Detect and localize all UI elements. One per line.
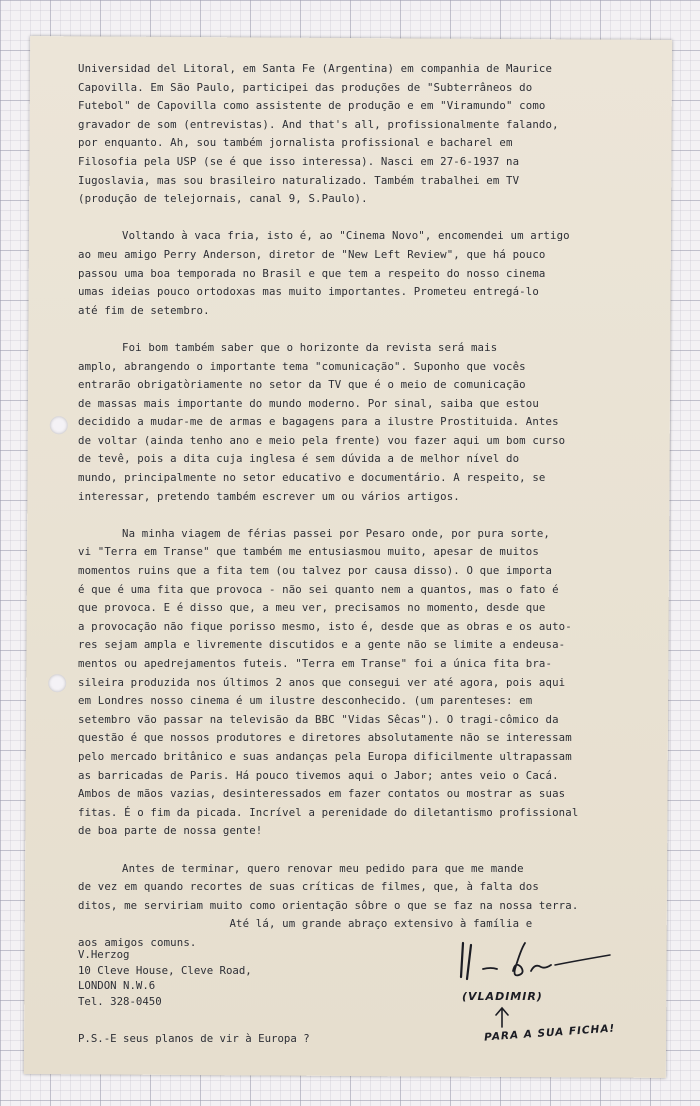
typed-line: (produção de telejornais, canal 9, S.Paulo). bbox=[78, 192, 368, 206]
typed-line: Capovilla. Em São Paulo, participei das produções de "Subterrâneos do bbox=[78, 80, 533, 94]
closing-line: Até lá, um grande abraço extensivo à família e bbox=[78, 917, 533, 931]
punch-hole bbox=[48, 674, 66, 692]
paragraph-gap bbox=[78, 209, 668, 228]
typed-line: fitas. É o fim da picada. Incrível a perenidade do diletantismo profissional bbox=[78, 805, 579, 819]
typed-line: por enquanto. Ah, sou também jornalista profissional e bacharel em bbox=[78, 136, 513, 150]
paragraph-gap bbox=[78, 320, 668, 339]
typed-line: Voltando à vaca fria, isto é, ao "Cinema Novo", encomendei um artigo bbox=[122, 229, 570, 243]
address-line: V.Herzog bbox=[78, 948, 130, 961]
typed-line: de massas mais importante do mundo moderno. Por sinal, saiba que estou bbox=[78, 396, 539, 410]
punch-hole bbox=[50, 416, 68, 434]
typed-line: em Londres nosso cinema é um ilustre desconhecido. (um parenteses: em bbox=[78, 694, 533, 708]
closing-line: aos amigos comuns. bbox=[78, 935, 197, 949]
address-block bbox=[78, 947, 252, 1009]
typed-line: decidido a mudar-me de armas e bagagens para a ilustre Prostituida. Antes bbox=[78, 415, 559, 429]
paragraph bbox=[78, 227, 668, 320]
typed-line: setembro vão passar na televisão da BBC "Vidas Sêcas"). O tragi-cômico da bbox=[78, 712, 559, 726]
paragraph bbox=[78, 339, 668, 506]
typed-line: pelo mercado britânico e suas andanças pela Europa dificilmente ultrapassam bbox=[78, 749, 572, 763]
typed-line: ao meu amigo Perry Anderson, diretor de "New Left Review", que há pouco bbox=[78, 247, 546, 261]
typed-line: Filosofia pela USP (se é que isso interessa). Nasci em 27-6-1937 na bbox=[78, 154, 520, 168]
typed-line: Antes de terminar, quero renovar meu pedido para que me mande bbox=[122, 861, 524, 875]
paragraph-gap bbox=[78, 841, 668, 860]
address-line: Tel. 328-0450 bbox=[78, 994, 162, 1008]
paragraph bbox=[78, 525, 668, 841]
typed-line: momentos ruins que a fita tem (ou talvez por causa disso). O que importa bbox=[78, 564, 553, 578]
typed-line: questão é que nossos produtores e diretores absolutamente não se interessam bbox=[78, 731, 572, 745]
typed-line: de tevê, pois a dita cuja inglesa é sem dúvida a de melhor nível do bbox=[78, 452, 520, 466]
typed-line: amplo, abrangendo o importante tema "comunicação". Suponho que vocês bbox=[78, 359, 526, 373]
typed-line: Futebol" de Capovilla como assistente de produção e em "Viramundo" como bbox=[78, 99, 546, 113]
handwritten-arrow-icon bbox=[492, 1006, 512, 1028]
typed-line: ditos, me serviriam muito como orientação sôbre o que se faz na nossa terra. bbox=[78, 898, 579, 912]
letter-body bbox=[78, 60, 668, 953]
handwritten-name: (VLADIMIR) bbox=[462, 990, 543, 1003]
typed-line: até fim de setembro. bbox=[78, 303, 210, 317]
typed-line: de vez em quando recortes de suas críticas de filmes, que, à falta dos bbox=[78, 880, 539, 894]
typed-line: de boa parte de nossa gente! bbox=[78, 824, 263, 838]
typed-line: passou uma boa temporada no Brasil e que tem a respeito do nosso cinema bbox=[78, 266, 546, 280]
typed-line: que provoca. E é disso que, a meu ver, precisamos no momento, desde que bbox=[78, 601, 546, 615]
paragraph bbox=[78, 860, 668, 916]
typed-line: é que é uma fita que provoca - não sei quanto nem a quantos, mas o fato é bbox=[78, 582, 559, 596]
typed-line: Iugoslavia, mas sou brasileiro naturalizado. Também trabalhei em TV bbox=[78, 173, 520, 187]
handwritten-signature bbox=[455, 935, 615, 985]
address-line: 10 Cleve House, Cleve Road, bbox=[78, 963, 252, 977]
typed-line: Ambos de mãos vazias, desinteressados em fazer contatos ou mostrar as suas bbox=[78, 787, 566, 801]
typed-line: mundo, principalmente no setor educativo e documentário. A respeito, se bbox=[78, 471, 546, 485]
typed-line: mentos ou apedrejamentos futeis. "Terra em Transe" foi a única fita bra- bbox=[78, 657, 553, 670]
typed-line: de voltar (ainda tenho ano e meio pela frente) vou fazer aqui um bom curso bbox=[78, 433, 566, 447]
typed-line: res sejam ampla e livremente discutidos e a gente não se limite a endeusa- bbox=[78, 638, 566, 652]
typed-line: vi "Terra em Transe" que também me entusiasmou muito, apesar de muitos bbox=[78, 545, 539, 559]
typed-line: as barricadas de Paris. Há pouco tivemos aqui o Jabor; antes veio o Cacá. bbox=[78, 768, 559, 782]
typed-line: interessar, pretendo também escrever um ou vários artigos. bbox=[78, 489, 460, 503]
typed-line: Foi bom também saber que o horizonte da revista será mais bbox=[122, 340, 498, 354]
typed-line: Universidad del Litoral, em Santa Fe (Argentina) em companhia de Maurice bbox=[78, 62, 553, 75]
typed-line: entrarão obrigatòriamente no setor da TV que é o meio de comunicação bbox=[78, 378, 526, 392]
address-line: LONDON N.W.6 bbox=[78, 979, 156, 992]
typed-line: umas ideias pouco ortodoxas mas muito importantes. Prometeu entregá-lo bbox=[78, 285, 539, 299]
postscript: P.S.-E seus planos de vir à Europa ? bbox=[78, 1032, 310, 1045]
handwritten-note: PARA A SUA FICHA! bbox=[483, 1022, 616, 1044]
typed-line: a provocação não fique porisso mesmo, isto é, desde que as obras e os auto- bbox=[78, 619, 572, 633]
typed-line: Na minha viagem de férias passei por Pesaro onde, por pura sorte, bbox=[122, 526, 550, 540]
typed-line: sileira produzida nos últimos 2 anos que consegui ver até agora, pois aqui bbox=[78, 675, 566, 689]
paragraph-gap bbox=[78, 506, 668, 525]
typed-line: gravador de som (entrevistas). And that's all, profissionalmente falando, bbox=[78, 117, 559, 131]
paragraph bbox=[78, 60, 668, 209]
